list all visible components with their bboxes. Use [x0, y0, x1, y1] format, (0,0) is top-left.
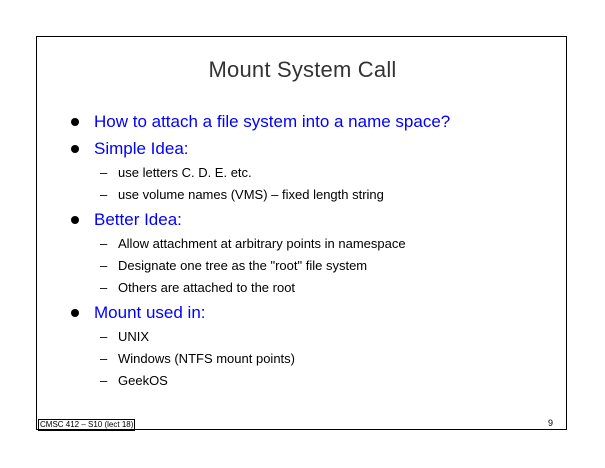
dash-icon: –	[100, 187, 108, 202]
dash-icon: –	[100, 280, 108, 295]
slide-title: Mount System Call	[208, 57, 397, 82]
sub-item	[70, 277, 570, 299]
bullet-item-attach	[70, 108, 570, 135]
bullet-dot-icon	[71, 216, 79, 224]
sub-item-text: Designate one tree as the "root" file system	[118, 258, 368, 273]
bullet-item-better-idea	[70, 206, 570, 299]
bullet-text: Simple Idea:	[94, 139, 189, 158]
sub-item	[70, 184, 570, 206]
sub-item	[70, 233, 570, 255]
bullet-text: How to attach a file system into a name space?	[94, 112, 451, 131]
sub-item-text: Windows (NTFS mount points)	[118, 351, 295, 366]
dash-icon: –	[100, 258, 108, 273]
bullet-item-simple-idea	[70, 135, 570, 206]
dash-icon: –	[100, 373, 108, 388]
sub-item-text: Allow attachment at arbitrary points in namespace	[118, 236, 406, 251]
sub-item-text: Others are attached to the root	[118, 280, 296, 295]
sub-item-text: GeekOS	[118, 373, 168, 388]
sub-item-text: UNIX	[118, 329, 150, 344]
sub-item	[70, 370, 570, 392]
footer-course-label: CMSC 412 – S10 (lect 18)	[40, 420, 134, 429]
bullet-list	[70, 108, 570, 392]
sub-item	[70, 162, 570, 184]
sub-item-text: use volume names (VMS) – fixed length string	[118, 187, 384, 202]
dash-icon: –	[100, 351, 108, 366]
bullet-text: Better Idea:	[94, 210, 182, 229]
sub-list	[70, 326, 570, 392]
bullet-dot-icon	[71, 309, 79, 317]
sub-item	[70, 255, 570, 277]
bullet-dot-icon	[71, 145, 79, 153]
bullet-dot-icon	[71, 118, 79, 126]
bullet-item-mount-used-in	[70, 299, 570, 392]
sub-item	[70, 348, 570, 370]
sub-list	[70, 233, 570, 299]
dash-icon: –	[100, 165, 108, 180]
sub-item-text: use letters C. D. E. etc.	[118, 165, 252, 180]
sub-list	[70, 162, 570, 206]
dash-icon: –	[100, 329, 108, 344]
sub-item	[70, 326, 570, 348]
dash-icon: –	[100, 236, 108, 251]
bullet-text: Mount used in:	[94, 303, 206, 322]
page-number: 9	[548, 418, 554, 428]
